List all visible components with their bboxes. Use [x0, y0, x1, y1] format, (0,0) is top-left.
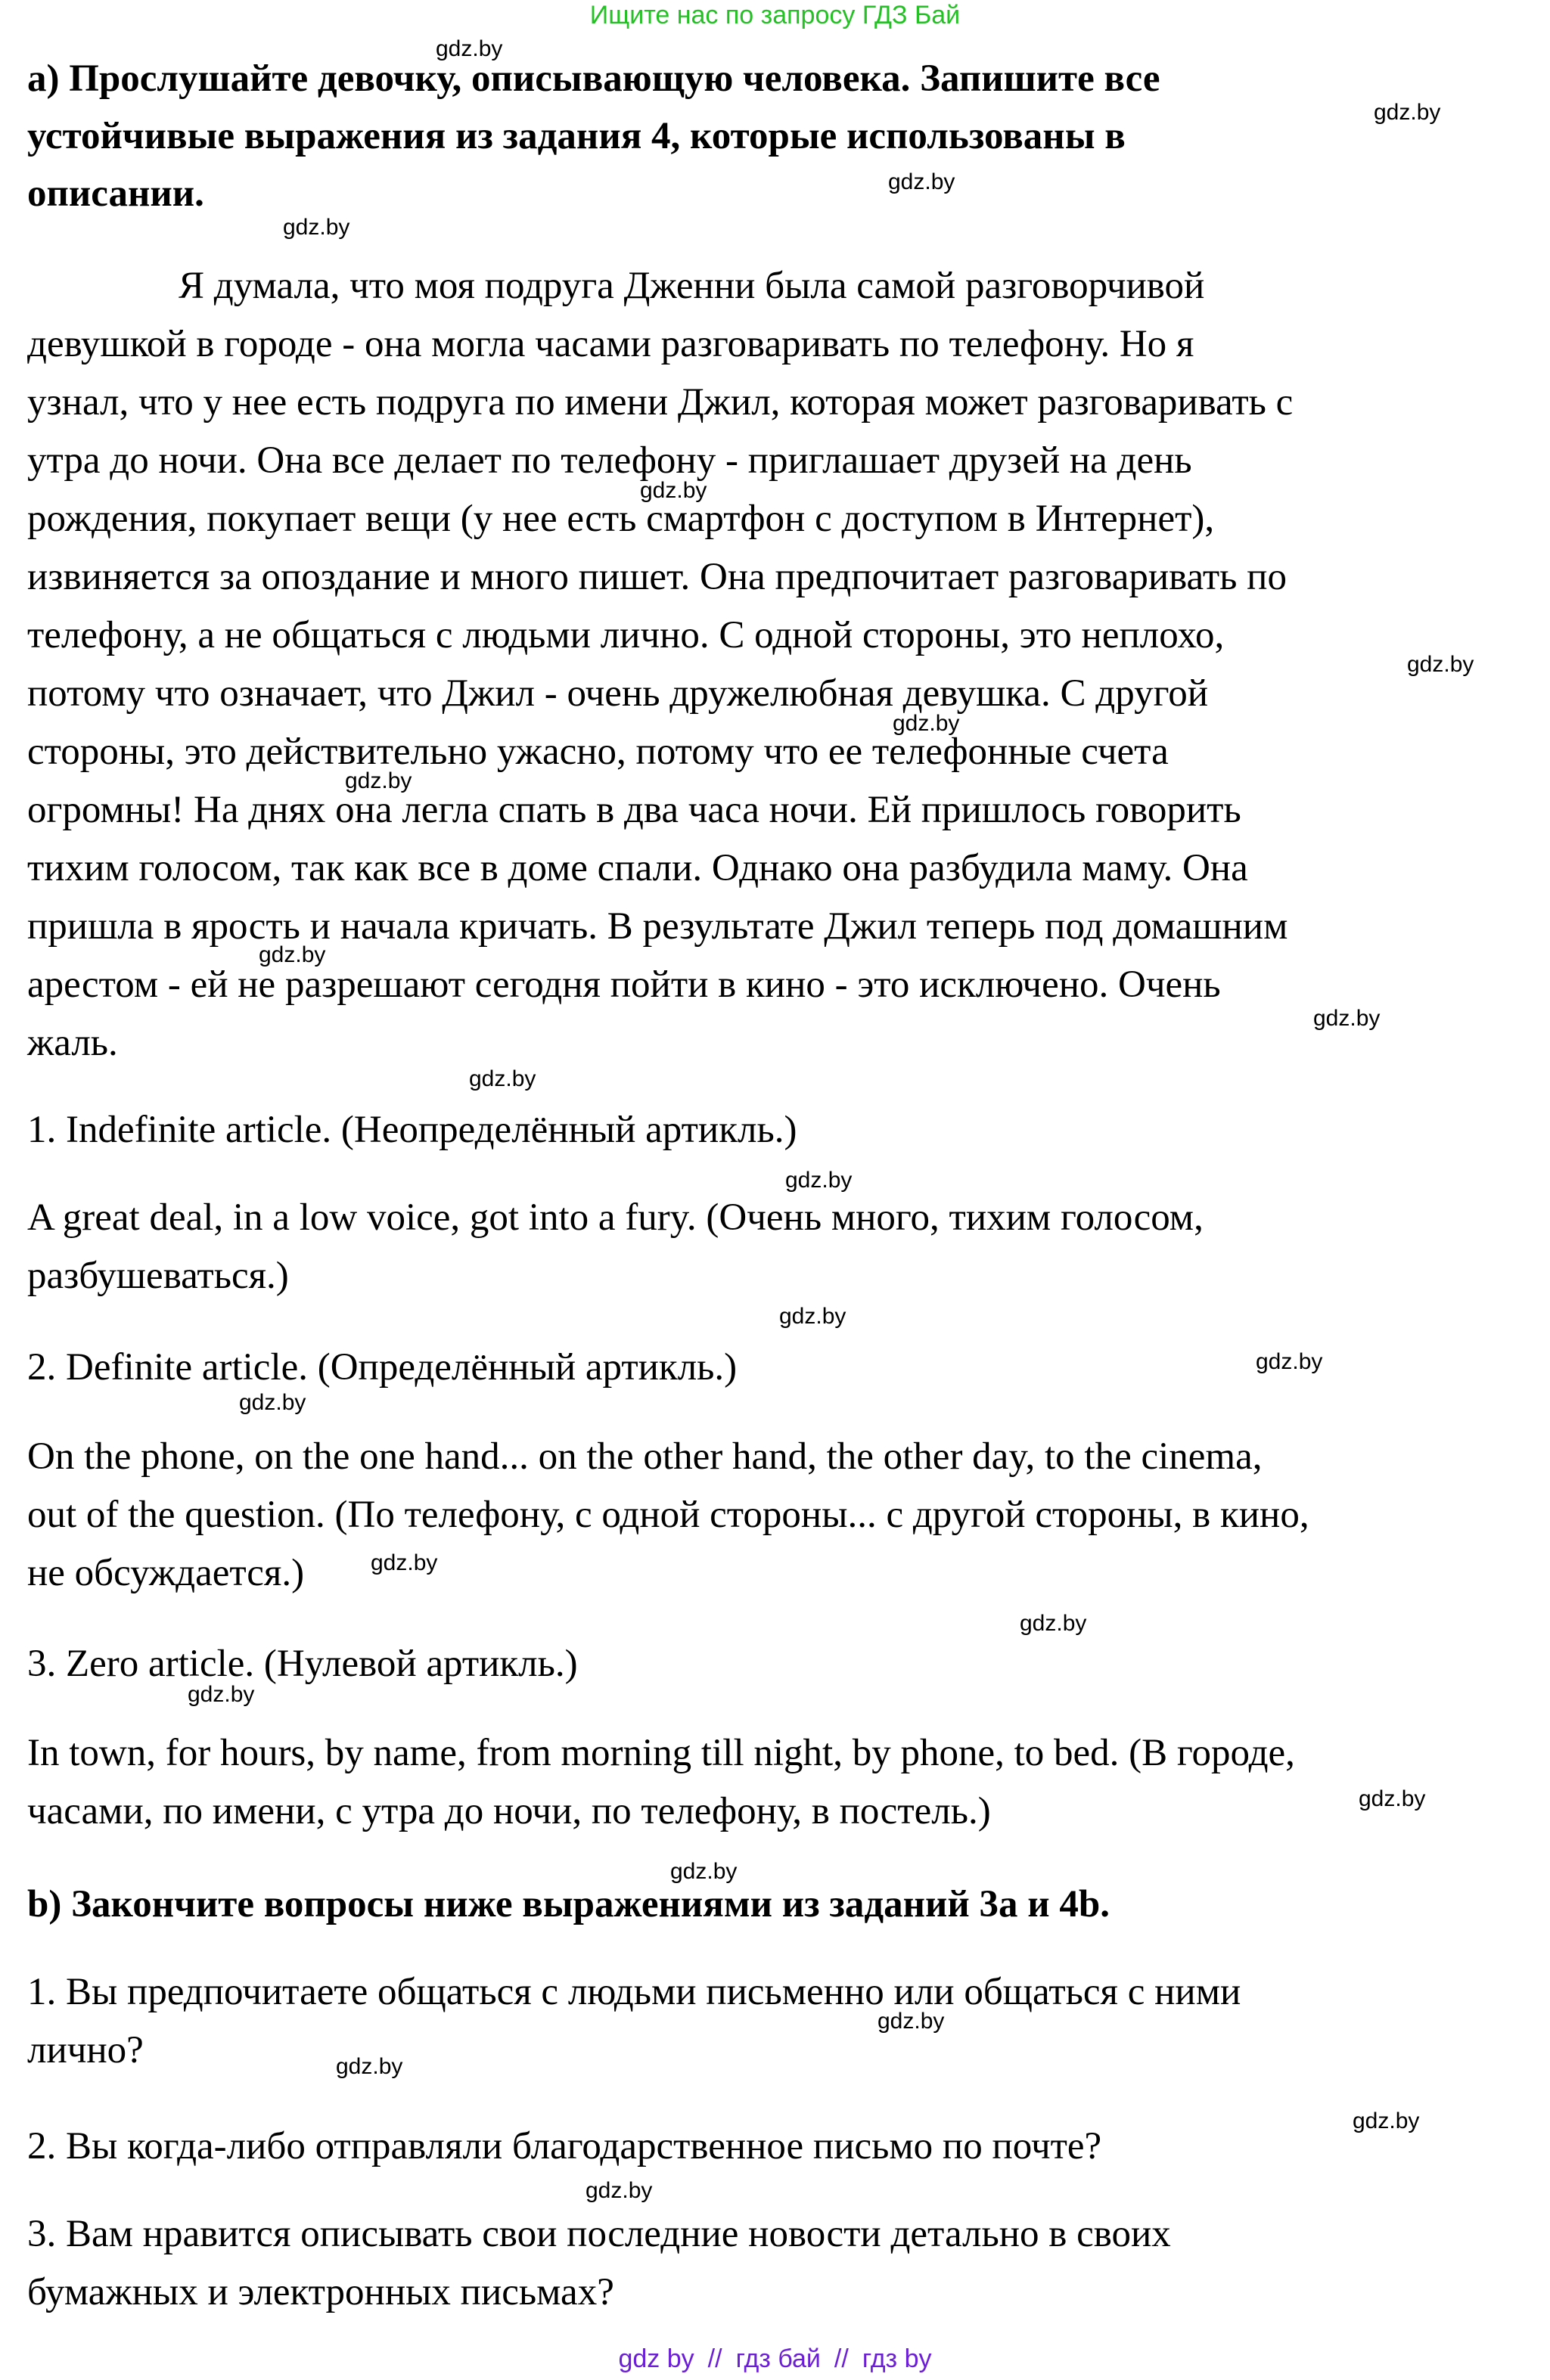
- footer-links: [0, 2343, 1550, 2375]
- watermark: gdz.by: [670, 1859, 738, 1884]
- watermark: gdz.by: [336, 2054, 403, 2079]
- paragraph-line: арестом - ей не разрешают сегодня пойти в кино - это исключено. Очень: [27, 963, 1221, 1006]
- paragraph-line: тихим голосом, так как все в доме спали. Однако она разбудила маму. Она: [27, 847, 1248, 889]
- section-b-heading: b) Закончите вопросы ниже выражениями из заданий 3a и 4b.: [27, 1883, 1110, 1925]
- watermark: gdz.by: [586, 2178, 653, 2203]
- watermark: gdz.by: [888, 169, 955, 194]
- heading-line: описании.: [27, 172, 204, 215]
- watermark: gdz.by: [640, 478, 707, 503]
- footer-link[interactable]: gdz by: [618, 2344, 694, 2373]
- question-line: 2. Вы когда-либо отправляли благодарственное письмо по почте?: [27, 2125, 1102, 2167]
- question-3: [27, 2205, 1510, 2322]
- watermark: gdz.by: [283, 215, 350, 240]
- watermark: gdz.by: [1407, 652, 1474, 677]
- watermark: gdz.by: [1020, 1611, 1087, 1636]
- watermark: gdz.by: [893, 711, 960, 736]
- section-a-heading: [27, 50, 1328, 222]
- watermark: gdz.by: [345, 768, 412, 793]
- watermark: gdz.by: [436, 36, 503, 61]
- watermark: gdz.by: [188, 1682, 255, 1707]
- answer-line: часами, по имени, с утра до ночи, по телефону, в постель.): [27, 1790, 991, 1832]
- paragraph-line: узнал, что у нее есть подруга по имени Джил, которая может разговаривать с: [27, 381, 1294, 424]
- watermark: gdz.by: [239, 1390, 306, 1415]
- question-line: бумажных и электронных письмах?: [27, 2271, 614, 2313]
- watermark: gdz.by: [1313, 1006, 1381, 1031]
- footer-separator: //: [834, 2344, 849, 2373]
- answer-line: A great deal, in a low voice, got into a fury. (Очень много, тихим голосом,: [27, 1196, 1204, 1239]
- paragraph-line: стороны, это действительно ужасно, потому что ее телефонные счета: [27, 731, 1169, 773]
- watermark: gdz.by: [259, 942, 326, 967]
- item-1-answer: [27, 1189, 1510, 1305]
- paragraph-line: потому что означает, что Джил - очень дружелюбная девушка. С другой: [27, 672, 1209, 715]
- item-3-answer: [27, 1724, 1510, 1841]
- watermark: gdz.by: [469, 1066, 536, 1091]
- answer-line: In town, for hours, by name, from morning till night, by phone, to bed. (В городе,: [27, 1732, 1295, 1774]
- question-2: [27, 2118, 1510, 2176]
- question-1: [27, 1963, 1510, 2080]
- question-line: 1. Вы предпочитаете общаться с людьми письменно или общаться с ними: [27, 1971, 1241, 2013]
- watermark: gdz.by: [1374, 100, 1441, 125]
- item-1-title: 1. Indefinite article. (Неопределённый артикль.): [27, 1109, 797, 1151]
- footer-link[interactable]: гдз by: [862, 2344, 932, 2373]
- answer-line: On the phone, on the one hand... on the other hand, the other day, to the cinema,: [27, 1435, 1263, 1478]
- watermark: gdz.by: [779, 1304, 846, 1329]
- paragraph-line: пришла в ярость и начала кричать. В результате Джил теперь под домашним: [27, 905, 1288, 948]
- watermark: gdz.by: [785, 1168, 853, 1193]
- footer-separator: //: [707, 2344, 722, 2373]
- paragraph-line: рождения, покупает вещи (у нее есть смартфон с доступом в Интернет),: [27, 498, 1215, 540]
- answer-line: не обсуждается.): [27, 1552, 305, 1594]
- watermark: gdz.by: [1353, 2108, 1420, 2133]
- heading-line: а) Прослушайте девочку, описывающую человека. Запишите все: [27, 57, 1160, 100]
- watermark: gdz.by: [1256, 1349, 1323, 1374]
- watermark: gdz.by: [878, 2009, 945, 2034]
- item-2-answer: [27, 1428, 1510, 1603]
- paragraph-line: Я думала, что моя подруга Дженни была самой разговорчивой: [179, 265, 1205, 307]
- paragraph-line: утра до ночи. Она все делает по телефону - приглашает друзей на день: [27, 439, 1192, 482]
- question-line: 3. Вам нравится описывать свои последние новости детально в своих: [27, 2213, 1171, 2255]
- answer-line: out of the question. (По телефону, с одной стороны... с другой стороны, в кино,: [27, 1494, 1309, 1536]
- paragraph-line: девушкой в городе - она могла часами разговаривать по телефону. Но я: [27, 323, 1194, 365]
- paragraph-line: жаль.: [27, 1022, 118, 1064]
- watermark: gdz.by: [1359, 1786, 1426, 1811]
- item-2-title: 2. Definite article. (Определённый артикль.): [27, 1346, 738, 1389]
- watermark: gdz.by: [371, 1550, 438, 1575]
- top-banner[interactable]: Ищите нас по запросу ГДЗ Бай: [589, 1, 961, 29]
- paragraph-line: телефону, а не общаться с людьми лично. С одной стороны, это неплохо,: [27, 614, 1225, 656]
- item-3-title: 3. Zero article. (Нулевой артикль.): [27, 1643, 578, 1685]
- paragraph-line: огромны! На днях она легла спать в два часа ночи. Ей пришлось говорить: [27, 789, 1241, 831]
- paragraph-line: извиняется за опоздание и много пишет. Она предпочитает разговаривать по: [27, 556, 1287, 598]
- story-paragraph: [27, 257, 1510, 1072]
- heading-line: устойчивые выражения из задания 4, которые использованы в: [27, 115, 1126, 157]
- footer-link[interactable]: гдз бай: [735, 2344, 821, 2373]
- answer-line: разбушеваться.): [27, 1255, 289, 1297]
- question-line: лично?: [27, 2029, 144, 2071]
